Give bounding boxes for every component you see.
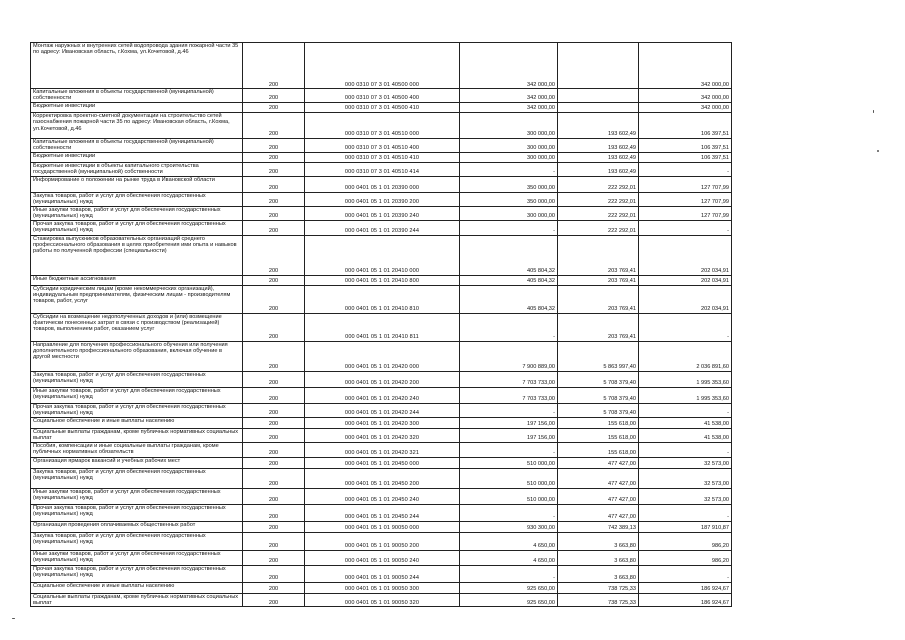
row-unexecuted: 41 538,00 — [639, 417, 732, 428]
row-name: Закупка товаров, работ и услуг для обеспечения государственных (муниципальных) нужд — [31, 468, 243, 488]
row-approved: 342 000,00 — [460, 89, 558, 103]
row-executed: 193 602,49 — [558, 138, 639, 152]
row-kbk: 000 0401 05 1 01 20420 240 — [305, 387, 460, 403]
budget-execution-table — [30, 42, 732, 607]
row-name: Капитальные вложения в объекты государственной (муниципальной) собственности — [31, 138, 243, 152]
row-executed: 222 292,01 — [558, 206, 639, 220]
row-name: Закупка товаров, работ и услуг для обеспечения государственных (муниципальных) нужд — [31, 371, 243, 387]
row-name: Пособия, компенсации и иные социальные выплаты гражданам, кроме публичных нормативных обязательств — [31, 442, 243, 457]
table-row — [31, 593, 732, 607]
row-kbk: 000 0401 05 1 01 20450 200 — [305, 468, 460, 488]
row-kbk: 000 0401 05 1 01 90050 240 — [305, 550, 460, 565]
row-name: Направление для получения профессионального обучения или получения дополнительного профессионального образования, включая обучение в другой местности — [31, 341, 243, 371]
row-name: Стажировка выпускников образовательных организаций среднего профессионального образования в целях приобретения ими опыта и навыков работы по полученной профессии (специальности) — [31, 235, 243, 275]
row-kbk: 000 0310 07 3 01 40510 410 — [305, 152, 460, 162]
row-name: Бюджетные инвестиции — [31, 152, 243, 162]
row-unexecuted: - — [639, 220, 732, 235]
row-code: 200 — [243, 89, 305, 103]
row-executed: 5 708 379,40 — [558, 371, 639, 387]
row-approved: 405 804,32 — [460, 235, 558, 275]
row-name: Социальное обеспечение и иные выплаты населению — [31, 417, 243, 428]
row-kbk: 000 0310 07 3 01 40500 000 — [305, 43, 460, 89]
row-name: Прочая закупка товаров, работ и услуг для обеспечения государственных (муниципальных) нужд — [31, 565, 243, 582]
row-name: Закупка товаров, работ и услуг для обеспечения государственных (муниципальных) нужд — [31, 192, 243, 206]
row-executed: 203 769,41 — [558, 285, 639, 313]
row-name: Социальные выплаты гражданам, кроме публичных нормативных социальных выплат — [31, 593, 243, 607]
table-row — [31, 521, 732, 532]
table-row — [31, 428, 732, 442]
row-code: 200 — [243, 220, 305, 235]
row-executed: 742 389,13 — [558, 521, 639, 532]
row-approved: - — [460, 403, 558, 417]
row-code: 200 — [243, 162, 305, 176]
row-executed: 738 725,33 — [558, 582, 639, 593]
row-code: 200 — [243, 176, 305, 192]
row-unexecuted: - — [639, 162, 732, 176]
row-kbk: 000 0401 05 1 01 20390 240 — [305, 206, 460, 220]
row-executed: 155 618,00 — [558, 442, 639, 457]
row-code: 200 — [243, 428, 305, 442]
row-executed: 5 708 379,40 — [558, 403, 639, 417]
row-code: 200 — [243, 387, 305, 403]
row-name: Организация ярмарок вакансий и учебных рабочих мест — [31, 457, 243, 468]
row-executed: 193 602,49 — [558, 162, 639, 176]
row-name: Корректировка проектно-сметной документации на строительство сетей газоснабжения пожарной части 35 по адресу: Ивановская область, г.Кохма, ул.Кочетовой, д.46 — [31, 112, 243, 138]
row-unexecuted: 106 397,51 — [639, 112, 732, 138]
row-code: 200 — [243, 504, 305, 521]
row-unexecuted: 127 707,99 — [639, 206, 732, 220]
row-kbk: 000 0401 05 1 01 20420 000 — [305, 341, 460, 371]
row-approved: 510 000,00 — [460, 457, 558, 468]
row-executed: 193 602,49 — [558, 152, 639, 162]
scan-speck — [877, 150, 879, 152]
table-row — [31, 43, 732, 89]
row-code: 200 — [243, 138, 305, 152]
table-row — [31, 341, 732, 371]
row-unexecuted: 342 000,00 — [639, 102, 732, 112]
row-executed: 738 725,33 — [558, 593, 639, 607]
row-kbk: 000 0401 05 1 01 20420 300 — [305, 417, 460, 428]
row-unexecuted: - — [639, 442, 732, 457]
row-code: 200 — [243, 442, 305, 457]
row-kbk: 000 0310 07 3 01 40500 400 — [305, 89, 460, 103]
row-approved: 405 804,32 — [460, 275, 558, 285]
table-row — [31, 152, 732, 162]
row-unexecuted: 106 397,51 — [639, 152, 732, 162]
row-kbk: 000 0401 05 1 01 90050 000 — [305, 521, 460, 532]
row-executed: 155 618,00 — [558, 428, 639, 442]
table-row — [31, 488, 732, 504]
table-row — [31, 192, 732, 206]
row-executed: 222 292,01 — [558, 220, 639, 235]
row-approved: 4 650,00 — [460, 550, 558, 565]
row-unexecuted: 32 573,00 — [639, 468, 732, 488]
table-row — [31, 89, 732, 103]
row-code: 200 — [243, 565, 305, 582]
row-code: 200 — [243, 521, 305, 532]
row-approved: 300 000,00 — [460, 112, 558, 138]
row-approved: 300 000,00 — [460, 152, 558, 162]
row-approved: 197 156,00 — [460, 417, 558, 428]
row-kbk: 000 0401 05 1 01 20390 244 — [305, 220, 460, 235]
row-approved: 342 000,00 — [460, 43, 558, 89]
row-executed: 155 618,00 — [558, 417, 639, 428]
row-executed: 5 863 997,40 — [558, 341, 639, 371]
row-name: Субсидии на возмещение недополученных доходов и (или) возмещение фактически понесенных затрат в связи с производством (реализацией) товаров, выполнением работ, оказанием услуг — [31, 313, 243, 341]
row-approved: 510 000,00 — [460, 488, 558, 504]
row-name: Капитальные вложения в объекты государственной (муниципальной) собственности — [31, 89, 243, 103]
row-unexecuted: 202 034,91 — [639, 275, 732, 285]
row-code: 200 — [243, 285, 305, 313]
row-kbk: 000 0401 05 1 01 20410 810 — [305, 285, 460, 313]
table-row — [31, 550, 732, 565]
row-code: 200 — [243, 235, 305, 275]
row-approved: 7 703 733,00 — [460, 387, 558, 403]
row-name: Социальные выплаты гражданам, кроме публичных нормативных социальных выплат — [31, 428, 243, 442]
row-unexecuted: 2 036 891,60 — [639, 341, 732, 371]
row-name: Иные закупки товаров, работ и услуг для обеспечения государственных (муниципальных) нужд — [31, 206, 243, 220]
row-unexecuted: 32 573,00 — [639, 488, 732, 504]
row-code: 200 — [243, 457, 305, 468]
row-approved: 4 650,00 — [460, 532, 558, 550]
row-unexecuted: 342 000,00 — [639, 89, 732, 103]
scan-speck — [12, 618, 15, 619]
table-row — [31, 102, 732, 112]
row-approved: 350 000,00 — [460, 176, 558, 192]
row-executed: 193 602,49 — [558, 112, 639, 138]
row-unexecuted: 202 034,91 — [639, 285, 732, 313]
row-code: 200 — [243, 417, 305, 428]
row-kbk: 000 0310 07 3 01 40500 410 — [305, 102, 460, 112]
table-row — [31, 285, 732, 313]
row-unexecuted: 106 397,51 — [639, 138, 732, 152]
row-code: 200 — [243, 582, 305, 593]
row-executed — [558, 102, 639, 112]
row-approved: 925 650,00 — [460, 593, 558, 607]
table-row — [31, 532, 732, 550]
table-row — [31, 162, 732, 176]
row-name: Социальное обеспечение и иные выплаты населению — [31, 582, 243, 593]
row-approved: - — [460, 565, 558, 582]
row-approved: 300 000,00 — [460, 206, 558, 220]
row-unexecuted: 187 910,87 — [639, 521, 732, 532]
row-unexecuted: 186 924,67 — [639, 593, 732, 607]
row-code: 200 — [243, 152, 305, 162]
row-name: Закупка товаров, работ и услуг для обеспечения государственных (муниципальных) нужд — [31, 532, 243, 550]
row-unexecuted: 1 995 353,60 — [639, 387, 732, 403]
row-code: 200 — [243, 192, 305, 206]
row-kbk: 000 0401 05 1 01 20420 321 — [305, 442, 460, 457]
row-code: 200 — [243, 488, 305, 504]
row-executed: 3 663,80 — [558, 550, 639, 565]
table-row — [31, 220, 732, 235]
row-approved: - — [460, 220, 558, 235]
row-code: 200 — [243, 102, 305, 112]
row-unexecuted: 1 995 353,60 — [639, 371, 732, 387]
row-code: 200 — [243, 532, 305, 550]
table-row — [31, 417, 732, 428]
row-code: 200 — [243, 112, 305, 138]
table-row — [31, 176, 732, 192]
row-kbk: 000 0401 05 1 01 90050 300 — [305, 582, 460, 593]
table-row — [31, 565, 732, 582]
row-approved: 197 156,00 — [460, 428, 558, 442]
row-unexecuted: 202 034,91 — [639, 235, 732, 275]
table-row — [31, 582, 732, 593]
row-name: Иные закупки товаров, работ и услуг для обеспечения государственных (муниципальных) нужд — [31, 550, 243, 565]
row-executed: 3 663,80 — [558, 532, 639, 550]
row-code: 200 — [243, 593, 305, 607]
row-approved: - — [460, 162, 558, 176]
row-unexecuted: 342 000,00 — [639, 43, 732, 89]
row-name: Прочая закупка товаров, работ и услуг для обеспечения государственных (муниципальных) нужд — [31, 504, 243, 521]
row-approved: 342 000,00 — [460, 102, 558, 112]
row-approved: 300 000,00 — [460, 138, 558, 152]
row-kbk: 000 0401 05 1 01 20420 244 — [305, 403, 460, 417]
row-approved: 7 703 733,00 — [460, 371, 558, 387]
row-executed: 5 708 379,40 — [558, 387, 639, 403]
row-executed: 477 427,00 — [558, 488, 639, 504]
row-kbk: 000 0401 05 1 01 20390 000 — [305, 176, 460, 192]
row-code: 200 — [243, 43, 305, 89]
row-kbk: 000 0310 07 3 01 40510 414 — [305, 162, 460, 176]
table-row — [31, 403, 732, 417]
row-kbk: 000 0310 07 3 01 40510 400 — [305, 138, 460, 152]
row-code: 200 — [243, 275, 305, 285]
row-approved: 7 900 889,00 — [460, 341, 558, 371]
row-kbk: 000 0401 05 1 01 20420 200 — [305, 371, 460, 387]
row-code: 200 — [243, 313, 305, 341]
row-kbk: 000 0401 05 1 01 20390 200 — [305, 192, 460, 206]
row-unexecuted: - — [639, 565, 732, 582]
row-executed: 3 663,80 — [558, 565, 639, 582]
row-approved: - — [460, 442, 558, 457]
row-name: Прочая закупка товаров, работ и услуг для обеспечения государственных (муниципальных) нужд — [31, 403, 243, 417]
row-unexecuted: 32 573,00 — [639, 457, 732, 468]
row-kbk: 000 0401 05 1 01 90050 244 — [305, 565, 460, 582]
table-row — [31, 313, 732, 341]
row-kbk: 000 0401 05 1 01 20450 000 — [305, 457, 460, 468]
row-approved: 405 804,32 — [460, 285, 558, 313]
row-code: 200 — [243, 371, 305, 387]
table-row — [31, 235, 732, 275]
table-body — [31, 43, 732, 607]
table-row — [31, 457, 732, 468]
row-name: Организация проведения оплачиваемых общественных работ — [31, 521, 243, 532]
row-approved: 350 000,00 — [460, 192, 558, 206]
row-unexecuted: - — [639, 313, 732, 341]
scan-speck — [873, 110, 874, 113]
row-unexecuted: 127 707,99 — [639, 176, 732, 192]
row-name: Иные закупки товаров, работ и услуг для обеспечения государственных (муниципальных) нужд — [31, 387, 243, 403]
row-name: Иные закупки товаров, работ и услуг для обеспечения государственных (муниципальных) нужд — [31, 488, 243, 504]
table-row — [31, 442, 732, 457]
row-executed — [558, 43, 639, 89]
row-name: Монтаж наружных и внутренних сетей водопровода здания пожарной части 35 по адресу: Ивановская область, г.Кохма, ул.Кочетовой, д.46 — [31, 43, 243, 89]
row-code: 200 — [243, 206, 305, 220]
table-row — [31, 371, 732, 387]
row-executed: 477 427,00 — [558, 504, 639, 521]
table-row — [31, 504, 732, 521]
row-approved: - — [460, 504, 558, 521]
table-row — [31, 468, 732, 488]
row-approved: - — [460, 313, 558, 341]
row-executed: 203 769,41 — [558, 275, 639, 285]
row-code: 200 — [243, 468, 305, 488]
row-kbk: 000 0401 05 1 01 20450 240 — [305, 488, 460, 504]
row-name: Прочая закупка товаров, работ и услуг для обеспечения государственных (муниципальных) нужд — [31, 220, 243, 235]
row-unexecuted: 186 924,67 — [639, 582, 732, 593]
row-executed: 222 292,01 — [558, 192, 639, 206]
row-kbk: 000 0310 07 3 01 40510 000 — [305, 112, 460, 138]
row-executed: 203 769,41 — [558, 235, 639, 275]
row-kbk: 000 0401 05 1 01 20410 811 — [305, 313, 460, 341]
table-row — [31, 112, 732, 138]
row-unexecuted: 986,20 — [639, 550, 732, 565]
row-name: Иные бюджетные ассигнования — [31, 275, 243, 285]
row-kbk: 000 0401 05 1 01 20450 244 — [305, 504, 460, 521]
table-row — [31, 387, 732, 403]
row-kbk: 000 0401 05 1 01 20420 320 — [305, 428, 460, 442]
row-name: Субсидии юридическим лицам (кроме некоммерческих организаций), индивидуальным предпринимателям, физическим лицам - производителям товаров, работ, услуг — [31, 285, 243, 313]
row-name: Бюджетные инвестиции в объекты капитального строительства государственной (муниципальной) собственности — [31, 162, 243, 176]
row-code: 200 — [243, 341, 305, 371]
row-approved: 925 650,00 — [460, 582, 558, 593]
row-executed: 477 427,00 — [558, 457, 639, 468]
row-kbk: 000 0401 05 1 01 90050 200 — [305, 532, 460, 550]
table-row — [31, 138, 732, 152]
row-code: 200 — [243, 550, 305, 565]
row-approved: 930 300,00 — [460, 521, 558, 532]
row-kbk: 000 0401 05 1 01 20410 800 — [305, 275, 460, 285]
row-executed: 222 292,01 — [558, 176, 639, 192]
row-code: 200 — [243, 403, 305, 417]
row-kbk: 000 0401 05 1 01 90050 320 — [305, 593, 460, 607]
row-approved: 510 000,00 — [460, 468, 558, 488]
row-name: Бюджетные инвестиции — [31, 102, 243, 112]
row-unexecuted: 986,20 — [639, 532, 732, 550]
row-executed — [558, 89, 639, 103]
row-executed: 477 427,00 — [558, 468, 639, 488]
row-executed: 203 769,41 — [558, 313, 639, 341]
row-unexecuted: - — [639, 504, 732, 521]
row-kbk: 000 0401 05 1 01 20410 000 — [305, 235, 460, 275]
row-unexecuted: - — [639, 403, 732, 417]
row-unexecuted: 127 707,99 — [639, 192, 732, 206]
row-unexecuted: 41 538,00 — [639, 428, 732, 442]
row-name: Информирование о положении на рынке труда в Ивановской области — [31, 176, 243, 192]
table-row — [31, 275, 732, 285]
table-row — [31, 206, 732, 220]
